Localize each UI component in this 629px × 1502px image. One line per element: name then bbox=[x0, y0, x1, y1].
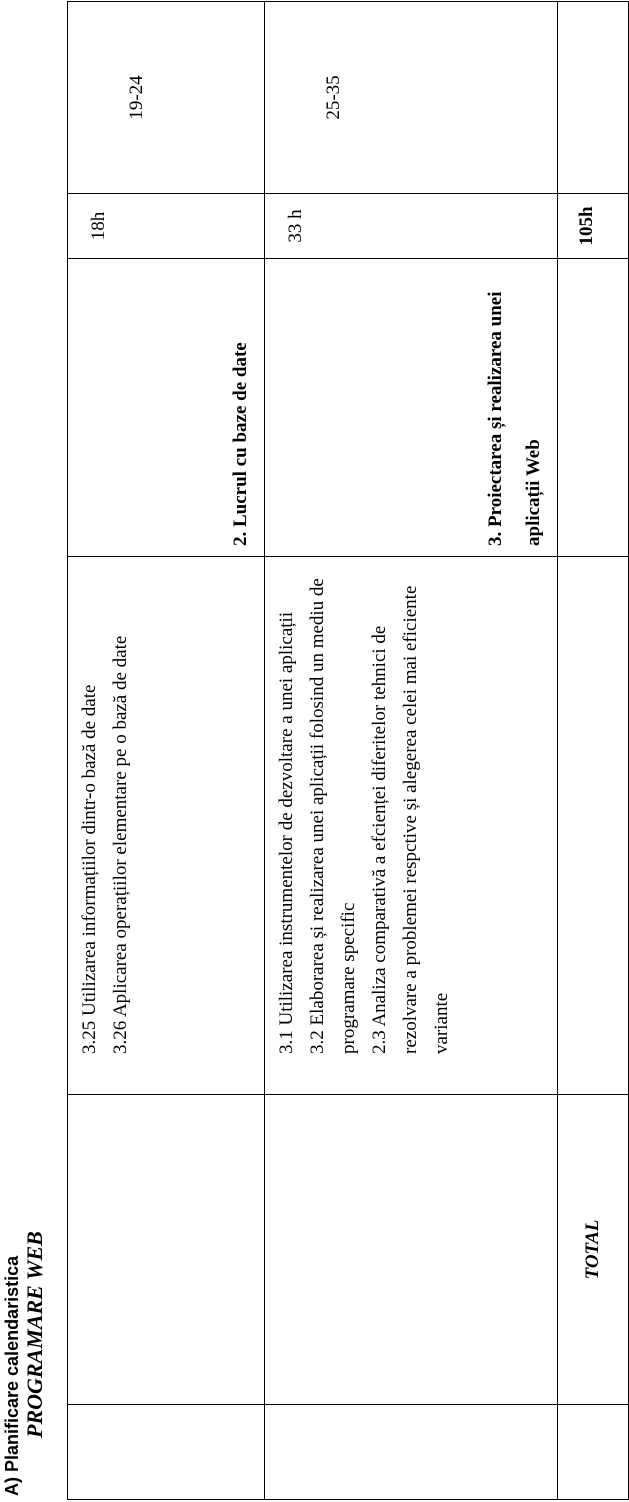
total-row bbox=[558, 2, 629, 1500]
competences-cell bbox=[68, 557, 265, 1095]
unit-cell bbox=[68, 259, 265, 557]
table-row bbox=[265, 2, 558, 1500]
table-row bbox=[68, 2, 265, 1500]
empty-cell bbox=[265, 1405, 558, 1500]
competence-item: 3.1 Utilizarea instrumentelor de dezvoltare a unei aplicații bbox=[276, 611, 297, 1054]
empty-cell bbox=[558, 557, 629, 1095]
empty-cell bbox=[558, 1405, 629, 1500]
unit-cell bbox=[265, 259, 558, 557]
competence-item: 3.2 Elaborarea și realizarea unei aplicații folosind un mediu de programare specific bbox=[307, 578, 359, 1054]
page-subheading: PROGRAMARE WEB bbox=[22, 1231, 47, 1438]
empty-cell bbox=[68, 1095, 265, 1405]
weeks-cell: 19-24 bbox=[68, 2, 265, 194]
page-heading: A) Planificare calendaristica bbox=[2, 1255, 22, 1496]
competence-item: 2.3 Analiza comparativă a efcienței diferitelor tehnici de rezolvare a problemei respctive și alegerea celei mai eficiente variante bbox=[369, 585, 452, 1054]
unit-title: 2. Lucrul cu baze de date bbox=[230, 342, 251, 546]
weeks-cell: 25-35 bbox=[265, 2, 558, 194]
competences-cell bbox=[265, 557, 558, 1095]
hours-cell: 18h bbox=[68, 194, 265, 259]
hours-cell: 33 h bbox=[265, 194, 558, 259]
empty-cell bbox=[265, 1095, 558, 1405]
total-label: TOTAL bbox=[558, 1095, 629, 1405]
total-hours: 105h bbox=[558, 194, 629, 259]
competence-item: 3.25 Utilizarea informațiilor dintr-o bază de date bbox=[79, 684, 100, 1054]
competence-item: 3.26 Aplicarea operațiilor elementare pe o bază de date bbox=[110, 635, 131, 1054]
unit-title: 3. Proiectarea și realizarea unei aplicații Web bbox=[485, 291, 544, 546]
empty-cell bbox=[558, 259, 629, 557]
empty-cell bbox=[558, 2, 629, 194]
empty-cell bbox=[68, 1405, 265, 1500]
planning-table bbox=[67, 1, 629, 1500]
